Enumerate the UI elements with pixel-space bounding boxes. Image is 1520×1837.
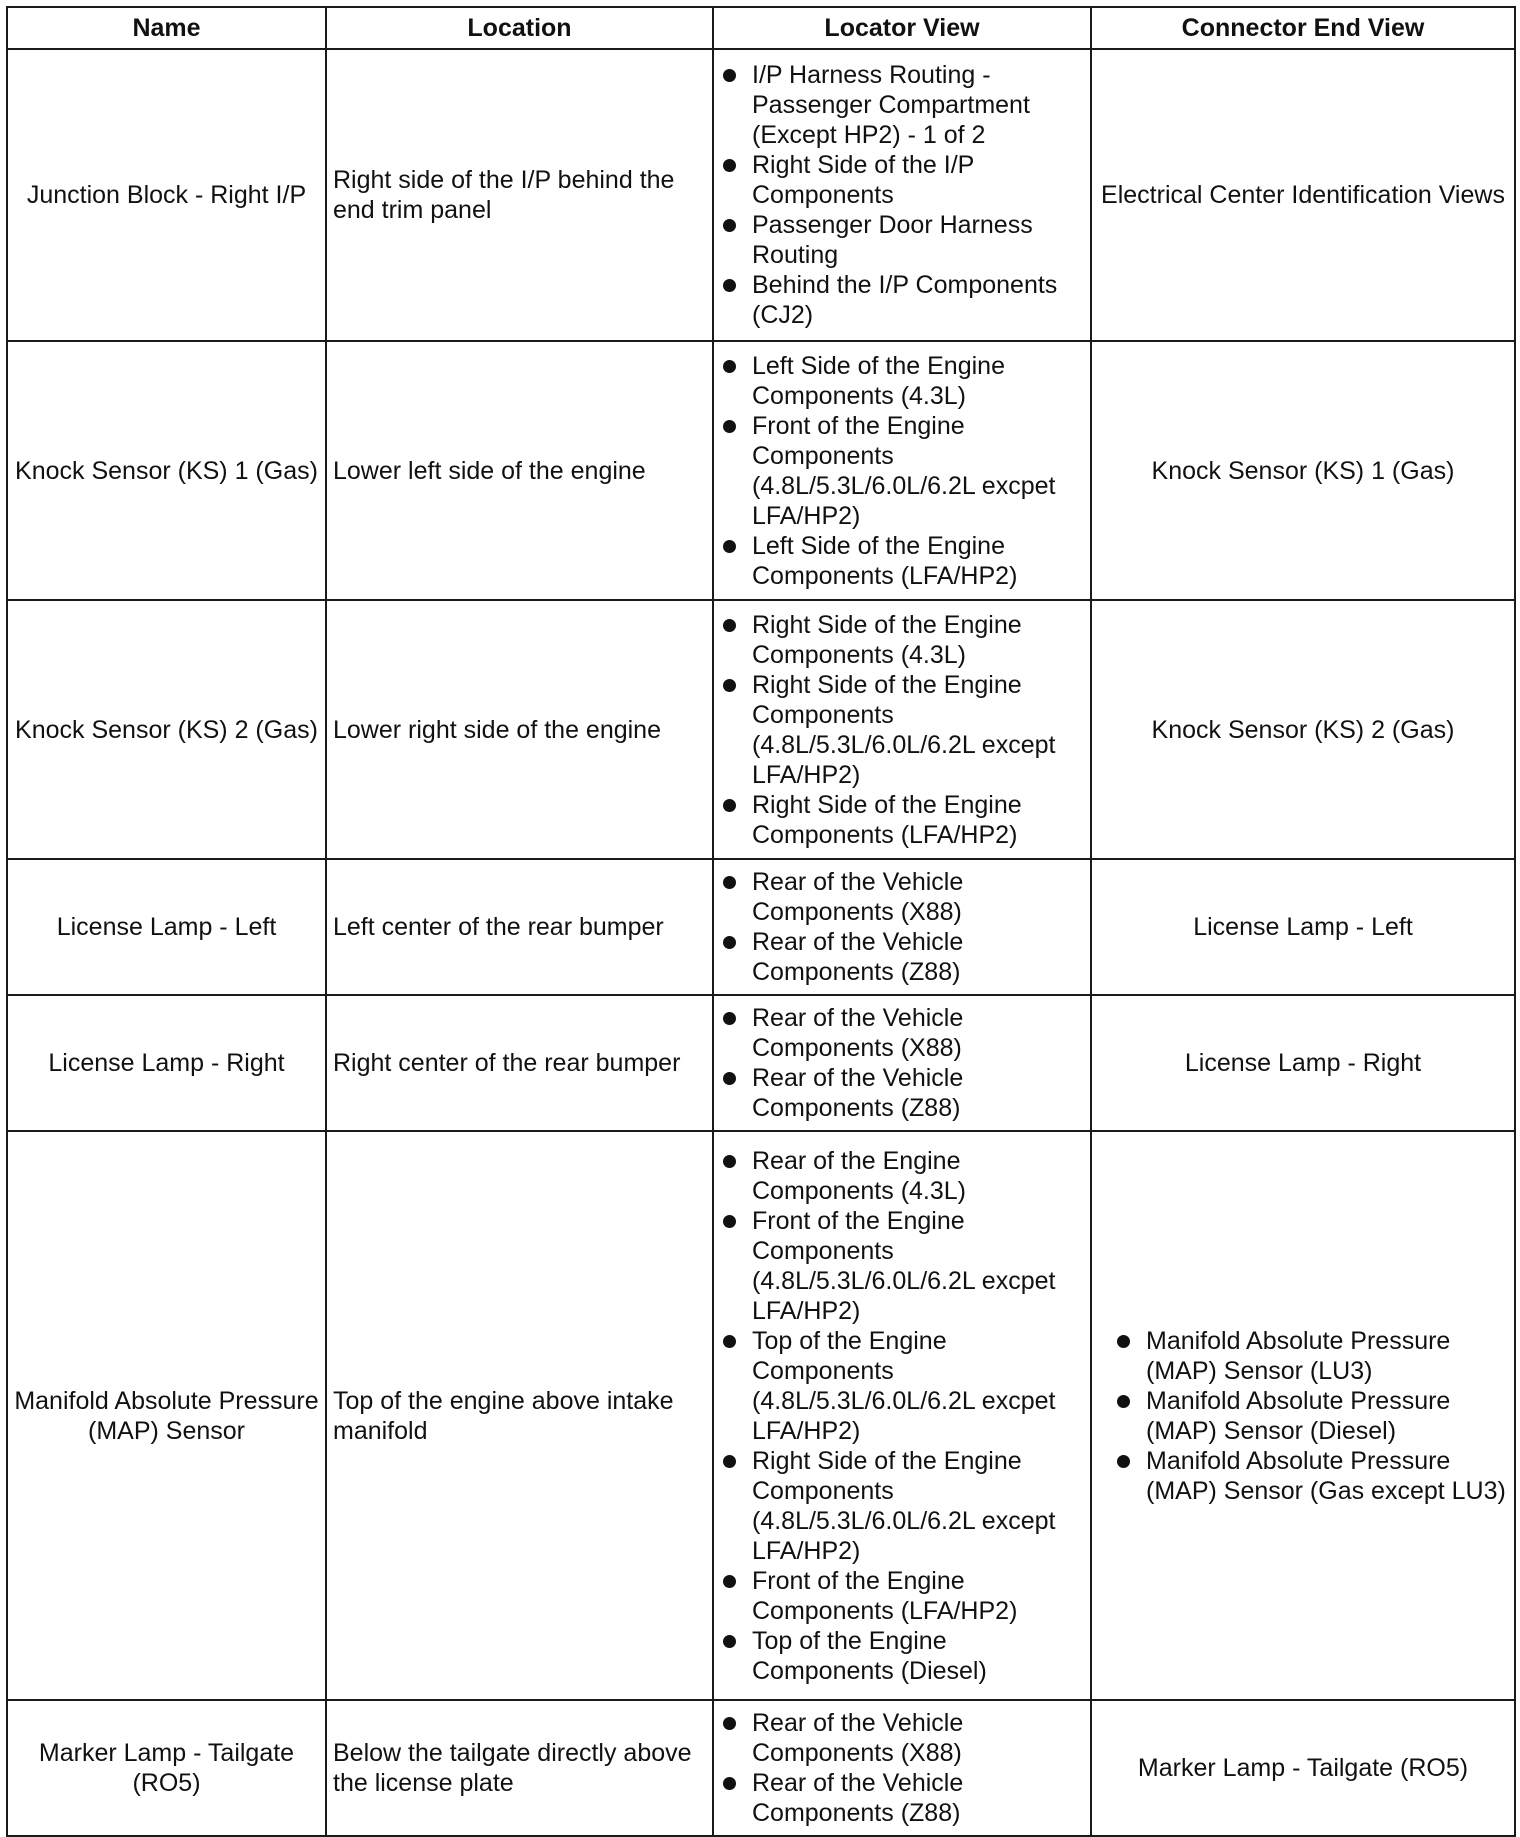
locator-view-link[interactable]: Right Side of the Engine Components (LFA/HP2) <box>720 790 1084 850</box>
locator-view-link[interactable]: Rear of the Vehicle Components (X88) <box>720 867 1084 927</box>
cell-connector-end-view[interactable]: License Lamp - Left <box>1091 859 1515 995</box>
cell-location: Below the tailgate directly above the license plate <box>326 1700 713 1836</box>
header-connector-end-view: Connector End View <box>1091 7 1515 49</box>
locator-view-link[interactable]: Right Side of the Engine Components (4.8L/5.3L/6.0L/6.2L except LFA/HP2) <box>720 670 1084 790</box>
header-locator-view: Locator View <box>713 7 1091 49</box>
cell-connector-end-view <box>1091 1131 1515 1700</box>
locator-view-link[interactable]: Front of the Engine Components (4.8L/5.3L/6.0L/6.2L excpet LFA/HP2) <box>720 411 1084 531</box>
cell-name: Junction Block - Right I/P <box>7 49 326 341</box>
connector-view-link[interactable]: Manifold Absolute Pressure (MAP) Sensor (LU3) <box>1114 1326 1508 1386</box>
header-name: Name <box>7 7 326 49</box>
connector-view-link[interactable]: Manifold Absolute Pressure (MAP) Sensor (Gas except LU3) <box>1114 1446 1508 1506</box>
locator-view-link[interactable]: I/P Harness Routing - Passenger Compartment (Except HP2) - 1 of 2 <box>720 60 1084 150</box>
locator-view-link[interactable]: Right Side of the Engine Components (4.3L) <box>720 610 1084 670</box>
cell-name: License Lamp - Left <box>7 859 326 995</box>
cell-name: License Lamp - Right <box>7 995 326 1131</box>
locator-view-link[interactable]: Rear of the Engine Components (4.3L) <box>720 1146 1084 1206</box>
header-row <box>7 7 1515 49</box>
connector-view-link[interactable]: Manifold Absolute Pressure (MAP) Sensor (Diesel) <box>1114 1386 1508 1446</box>
locator-view-link[interactable]: Left Side of the Engine Components (LFA/HP2) <box>720 531 1084 591</box>
locator-view-link[interactable]: Rear of the Vehicle Components (Z88) <box>720 1063 1084 1123</box>
cell-location: Lower left side of the engine <box>326 341 713 600</box>
header-location: Location <box>326 7 713 49</box>
table-row <box>7 1131 1515 1700</box>
locator-view-link[interactable]: Right Side of the Engine Components (4.8L/5.3L/6.0L/6.2L except LFA/HP2) <box>720 1446 1084 1566</box>
cell-location: Right side of the I/P behind the end trim panel <box>326 49 713 341</box>
table-row <box>7 995 1515 1131</box>
cell-locator-view <box>713 49 1091 341</box>
locator-view-link[interactable]: Left Side of the Engine Components (4.3L) <box>720 351 1084 411</box>
cell-name: Manifold Absolute Pressure (MAP) Sensor <box>7 1131 326 1700</box>
cell-name: Marker Lamp - Tailgate (RO5) <box>7 1700 326 1836</box>
table-row <box>7 600 1515 859</box>
cell-location: Lower right side of the engine <box>326 600 713 859</box>
locator-view-link[interactable]: Behind the I/P Components (CJ2) <box>720 270 1084 330</box>
locator-view-link[interactable]: Front of the Engine Components (LFA/HP2) <box>720 1566 1084 1626</box>
cell-locator-view <box>713 341 1091 600</box>
cell-name: Knock Sensor (KS) 2 (Gas) <box>7 600 326 859</box>
locator-view-link[interactable]: Front of the Engine Components (4.8L/5.3L/6.0L/6.2L excpet LFA/HP2) <box>720 1206 1084 1326</box>
table-row <box>7 859 1515 995</box>
cell-locator-view <box>713 995 1091 1131</box>
cell-connector-end-view[interactable]: Knock Sensor (KS) 2 (Gas) <box>1091 600 1515 859</box>
cell-locator-view <box>713 1700 1091 1836</box>
table-row <box>7 341 1515 600</box>
component-locator-table <box>6 6 1516 1837</box>
cell-location: Left center of the rear bumper <box>326 859 713 995</box>
locator-view-link[interactable]: Top of the Engine Components (4.8L/5.3L/6.0L/6.2L excpet LFA/HP2) <box>720 1326 1084 1446</box>
cell-locator-view <box>713 1131 1091 1700</box>
locator-view-link[interactable]: Rear of the Vehicle Components (Z88) <box>720 927 1084 987</box>
cell-connector-end-view[interactable]: License Lamp - Right <box>1091 995 1515 1131</box>
table-row <box>7 49 1515 341</box>
cell-name: Knock Sensor (KS) 1 (Gas) <box>7 341 326 600</box>
cell-connector-end-view[interactable]: Electrical Center Identification Views <box>1091 49 1515 341</box>
cell-location: Right center of the rear bumper <box>326 995 713 1131</box>
locator-view-link[interactable]: Rear of the Vehicle Components (X88) <box>720 1003 1084 1063</box>
locator-view-link[interactable]: Right Side of the I/P Components <box>720 150 1084 210</box>
table-row <box>7 1700 1515 1836</box>
cell-locator-view <box>713 600 1091 859</box>
locator-view-link[interactable]: Top of the Engine Components (Diesel) <box>720 1626 1084 1686</box>
locator-view-link[interactable]: Passenger Door Harness Routing <box>720 210 1084 270</box>
locator-view-link[interactable]: Rear of the Vehicle Components (X88) <box>720 1708 1084 1768</box>
cell-location: Top of the engine above intake manifold <box>326 1131 713 1700</box>
cell-connector-end-view[interactable]: Knock Sensor (KS) 1 (Gas) <box>1091 341 1515 600</box>
cell-connector-end-view[interactable]: Marker Lamp - Tailgate (RO5) <box>1091 1700 1515 1836</box>
cell-locator-view <box>713 859 1091 995</box>
locator-view-link[interactable]: Rear of the Vehicle Components (Z88) <box>720 1768 1084 1828</box>
